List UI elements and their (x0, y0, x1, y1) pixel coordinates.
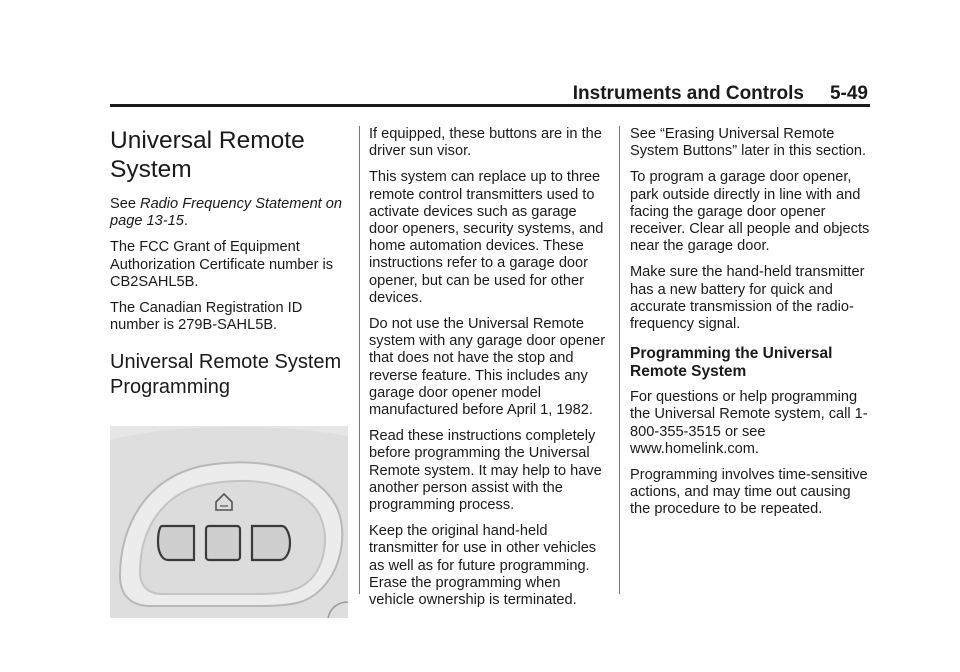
section-title: Instruments and Controls (572, 83, 804, 104)
running-header (573, 83, 868, 105)
subsection-heading: Universal Remote System Programming (110, 351, 342, 399)
page-number: 5-49 (829, 83, 868, 104)
column-2 (369, 126, 609, 618)
paragraph: Do not use the Universal Remote system with any garage door opener that does not have the stop and reverse feature. This includes any garage door opener model manufactured before April 1, 1982. (369, 316, 606, 419)
remote-button-1 (158, 526, 194, 560)
paragraph: Read these instructions completely before programming the Universal Remote system. It may help to have another person assist with the programming process. (369, 428, 602, 514)
paragraph: For questions or help programming the Universal Remote system, call 1-800-355-3515 or see www.homelink.com. (630, 389, 868, 457)
remote-button-3 (252, 526, 290, 560)
paragraph: If equipped, these buttons are in the driver sun visor. (369, 126, 602, 160)
column-1 (110, 126, 350, 618)
see-reference: See Radio Frequency Statement on page 13-15. (110, 196, 343, 230)
paragraph: To program a garage door opener, park outside directly in line with and facing the garage door opener receiver. Clear all people and objects near the garage door. (630, 169, 870, 255)
canada-paragraph: The Canadian Registration ID number is 279B-SAHL5B. (110, 300, 303, 334)
paragraph: Programming involves time-sensitive actions, and may time out causing the procedure to be repeated. (630, 467, 868, 518)
paragraph: Make sure the hand-held transmitter has a new battery for quick and accurate transmission of the radio-frequency signal. (630, 264, 865, 333)
cross-reference: Radio Frequency Statement on page 13-15 (110, 196, 343, 230)
paragraph: Keep the original hand-held transmitter for use in other vehicles as well as for future programming. Erase the programming when vehicle ownership is terminated. (369, 523, 597, 609)
paragraph: This system can replace up to three remote control transmitters used to activate devices such as garage door openers, security systems, and home automation devices. These instructions refer to a garage door opener, but can be used for other devices. (369, 169, 604, 306)
header-rule (110, 104, 870, 107)
column-3 (630, 126, 870, 528)
remote-button-2 (206, 526, 240, 560)
paragraph: See “Erasing Universal Remote System Buttons” later in this section. (630, 126, 867, 160)
column-divider (619, 126, 620, 594)
sun-visor-buttons-illustration (110, 426, 348, 618)
subsection-heading: Programming the Universal Remote System (630, 345, 833, 381)
section-heading: Universal Remote System (110, 127, 305, 183)
column-divider (359, 126, 360, 594)
fcc-paragraph: The FCC Grant of Equipment Authorization Certificate number is CB2SAHL5B. (110, 239, 334, 290)
